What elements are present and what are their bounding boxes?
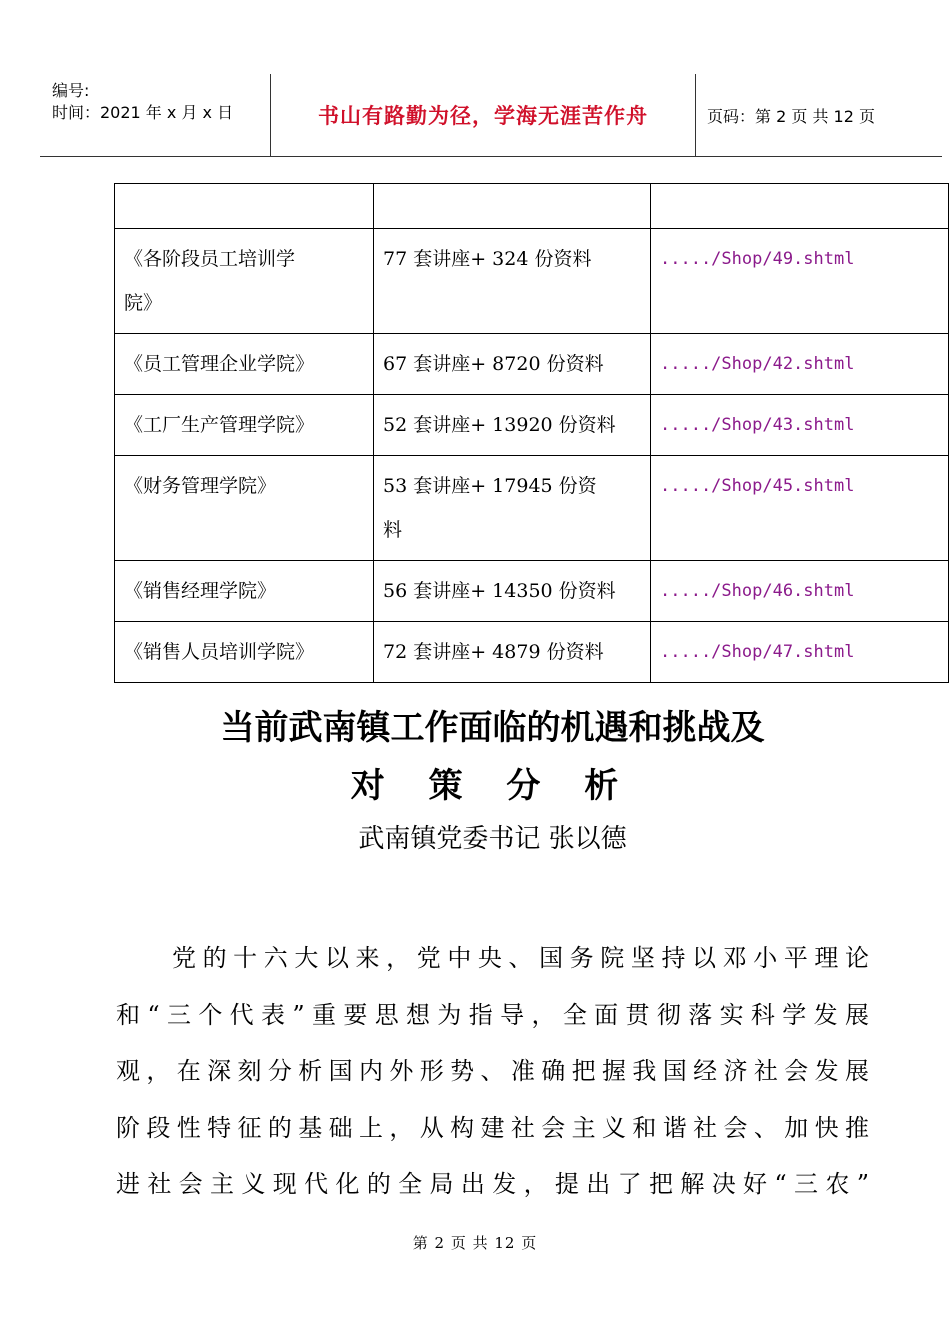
page-header (40, 74, 942, 157)
article-title-line1: 当前武南镇工作面临的机遇和挑战及 (220, 708, 765, 748)
course-link-cell[interactable] (651, 334, 949, 395)
header-page-label: 页码：第 2 页 共 12 页 (707, 106, 875, 126)
course-count-cell (374, 456, 651, 561)
course-link-cell[interactable] (651, 561, 949, 622)
course-name-text: 院》 (124, 292, 163, 314)
course-count-text: 72 套讲座+ 4879 份资料 (383, 641, 604, 663)
course-name-text: 《员工管理企业学院》 (124, 353, 315, 375)
article-line: 和“三个代表”重要思想为指导，全面贯彻落实科学发展 (116, 1000, 870, 1029)
table-row (115, 456, 949, 561)
table-row (115, 334, 949, 395)
course-count-cell (374, 395, 651, 456)
course-name-text: 《财务管理学院》 (124, 475, 277, 497)
course-name-cell (115, 395, 374, 456)
course-count-text: 56 套讲座+ 14350 份资料 (383, 580, 616, 602)
course-link[interactable]: ...../Shop/46.shtml (660, 581, 855, 601)
course-name-text: 《工厂生产管理学院》 (124, 414, 315, 436)
course-count-cell (374, 334, 651, 395)
course-count-text: 52 套讲座+ 13920 份资料 (383, 414, 616, 436)
article-author: 武南镇党委书记 张以德 (358, 824, 627, 854)
article-line: 进社会主义现代化的全局出发，提出了把解决好“三农” (116, 1170, 870, 1198)
table-row-blank (115, 184, 949, 229)
table-cell (115, 184, 374, 229)
table-row (115, 622, 949, 683)
course-name-cell (115, 561, 374, 622)
doc-code-label: 编号: (52, 81, 90, 100)
course-name-cell (115, 229, 374, 334)
article-title-line2: 对 策 分 析 (350, 766, 635, 806)
header-divider (695, 74, 696, 156)
table-cell (374, 184, 651, 229)
header-meta (52, 80, 270, 124)
table-cell (651, 184, 949, 229)
course-count-cell (374, 561, 651, 622)
course-count-text: 53 套讲座+ 17945 份资 (383, 475, 597, 497)
course-name-cell (115, 456, 374, 561)
article-body (116, 930, 870, 1213)
course-link-cell[interactable] (651, 395, 949, 456)
course-count-text: 67 套讲座+ 8720 份资料 (383, 353, 604, 375)
article-line: 党的十六大以来，党中央、国务院坚持以邓小平理论 (172, 944, 870, 972)
course-link[interactable]: ...../Shop/42.shtml (660, 354, 855, 374)
course-count-text: 料 (383, 519, 403, 541)
table-row (115, 561, 949, 622)
course-name-text: 《销售经理学院》 (124, 580, 277, 602)
header-motto: 书山有路勤为径，学海无涯苦作舟 (318, 104, 648, 128)
article-line: 观，在深刻分析国内外形势、准确把握我国经济社会发展 (116, 1057, 870, 1085)
table-row (115, 395, 949, 456)
course-count-text: 77 套讲座+ 324 份资料 (383, 248, 592, 270)
course-link-cell[interactable] (651, 622, 949, 683)
course-name-text: 《各阶段员工培训学 (124, 248, 296, 270)
article-line: 阶段性特征的基础上，从构建社会主义和谐社会、加快推 (116, 1113, 870, 1142)
page-footer: 第 2 页 共 12 页 (412, 1234, 538, 1252)
course-link[interactable]: ...../Shop/49.shtml (660, 249, 855, 269)
course-link[interactable]: ...../Shop/43.shtml (660, 415, 855, 435)
doc-time-label: 时间：2021 年 x 月 x 日 (52, 103, 234, 122)
resource-table-body (115, 184, 949, 683)
course-name-cell (115, 334, 374, 395)
course-count-cell (374, 229, 651, 334)
course-name-text: 《销售人员培训学院》 (124, 641, 315, 663)
course-link-cell[interactable] (651, 456, 949, 561)
course-link-cell[interactable] (651, 229, 949, 334)
course-name-cell (115, 622, 374, 683)
course-count-cell (374, 622, 651, 683)
table-row (115, 229, 949, 334)
resource-table (114, 183, 949, 683)
course-link[interactable]: ...../Shop/45.shtml (660, 476, 855, 496)
course-link[interactable]: ...../Shop/47.shtml (660, 642, 855, 662)
